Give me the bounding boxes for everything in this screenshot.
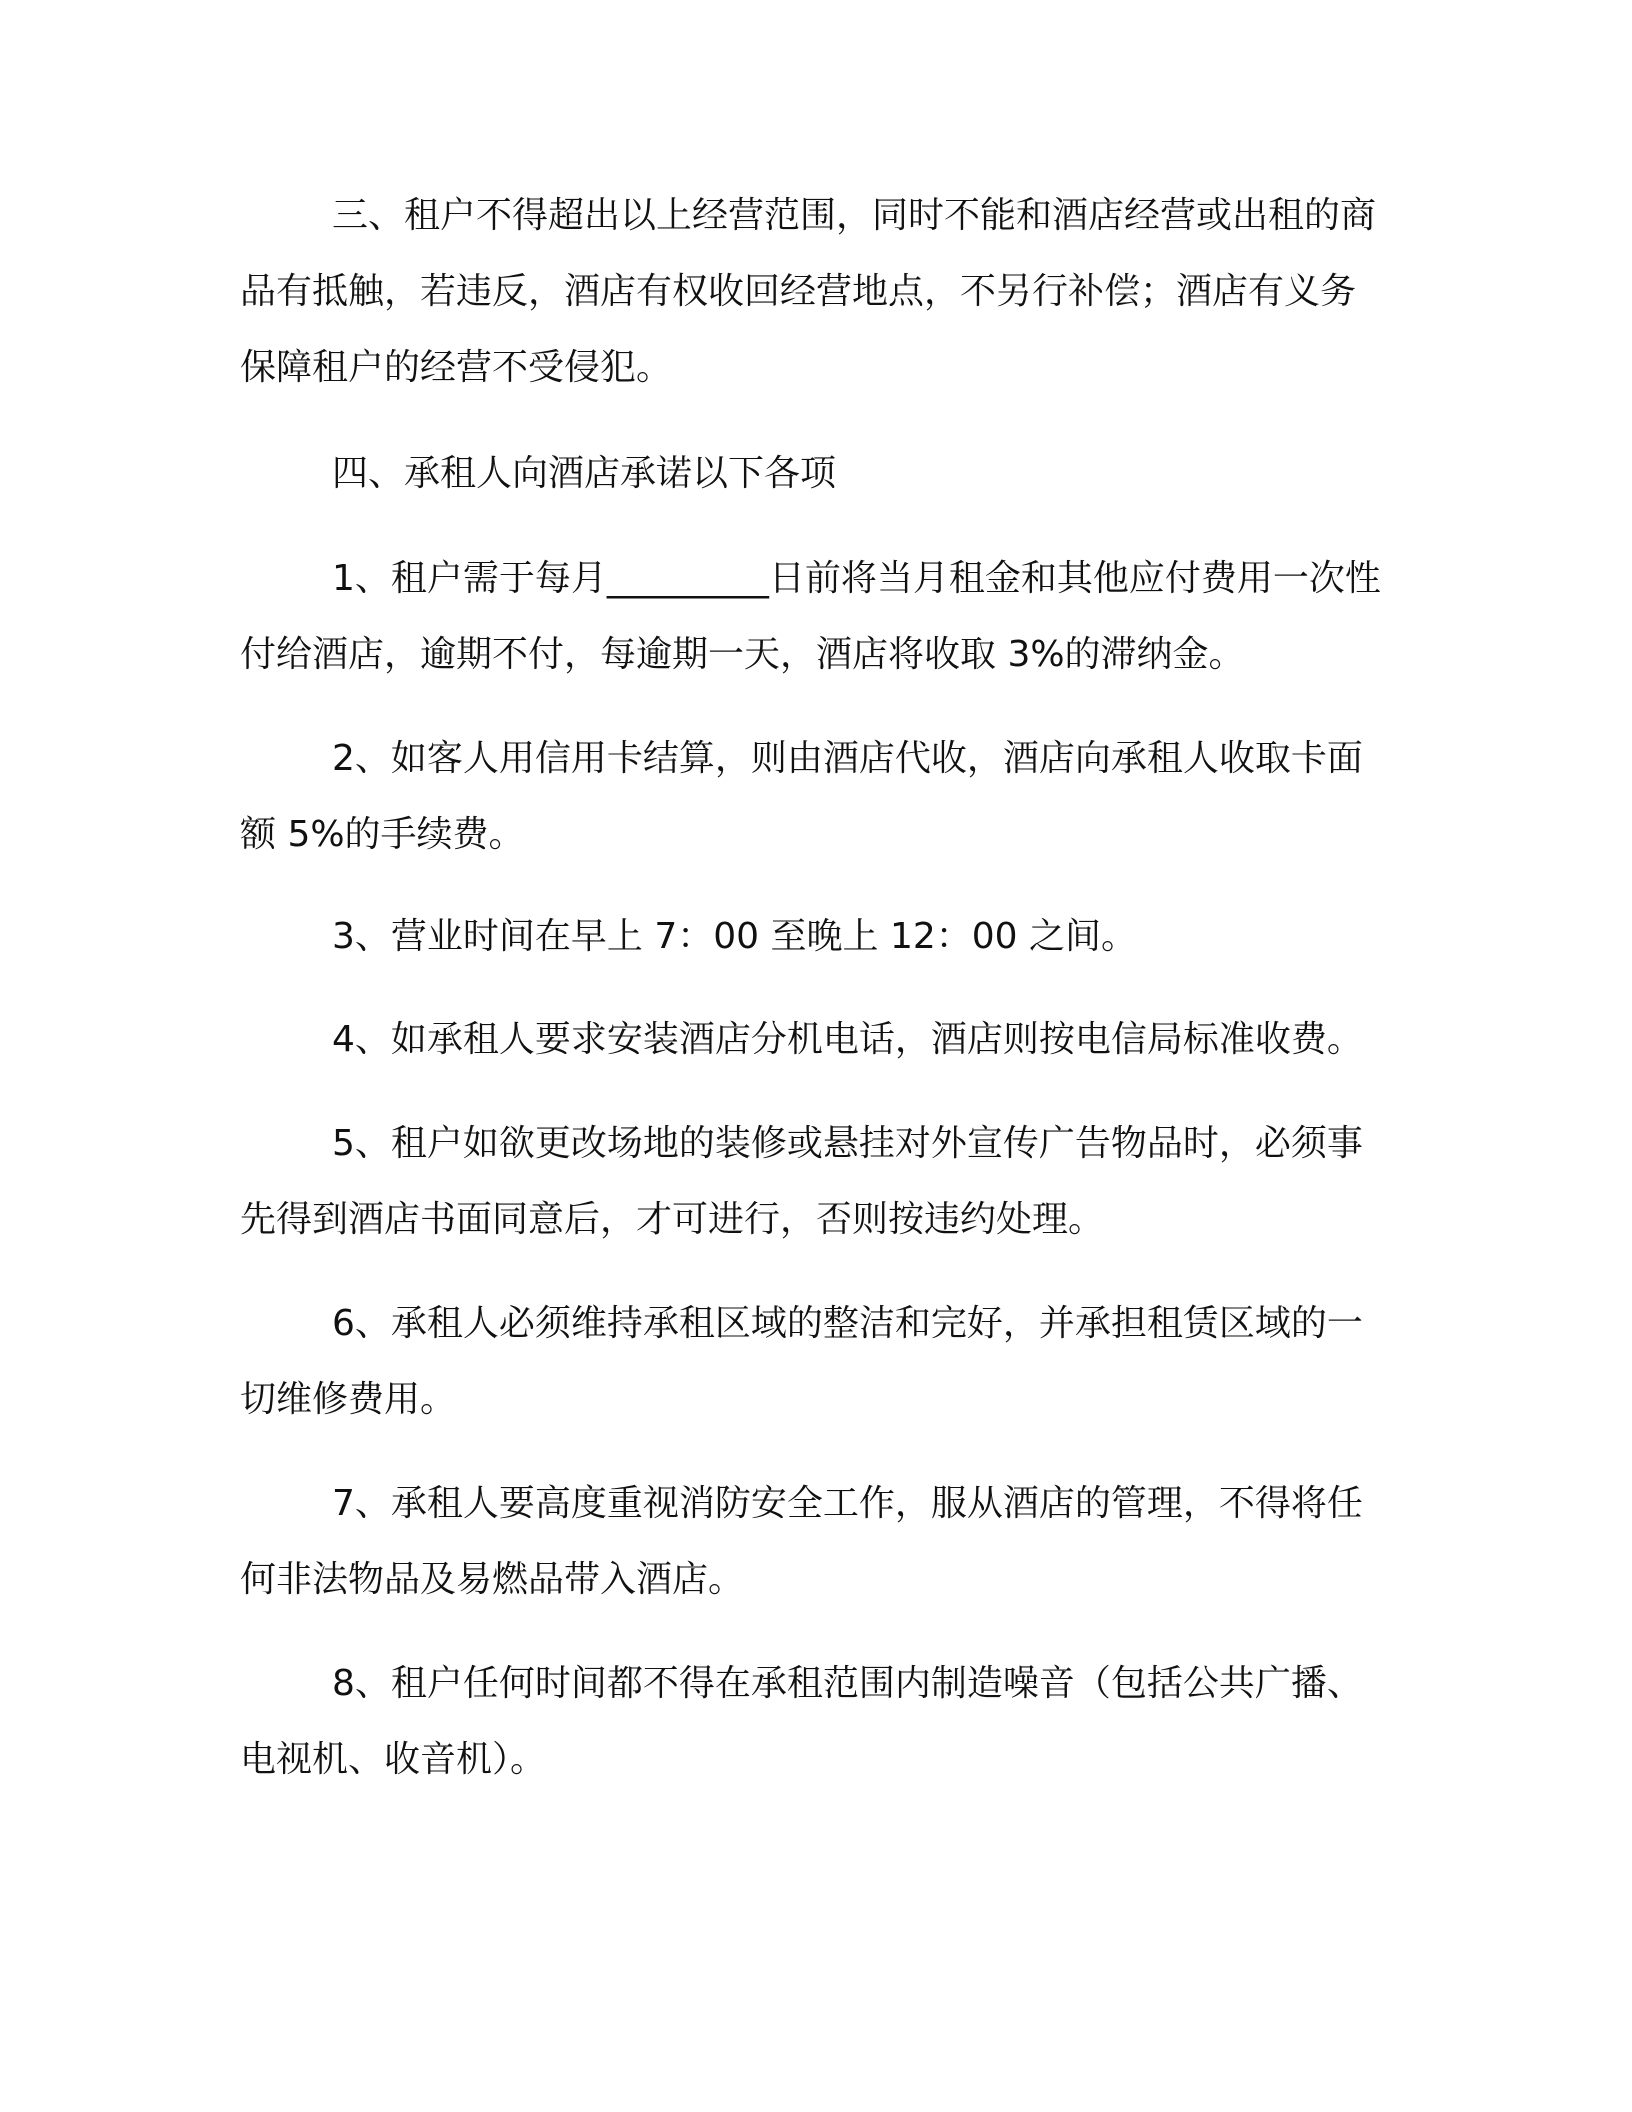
paragraph-item-8: 8、租户任何时间都不得在承租范围内制造噪音（包括公共广播、电视机、收音机）。 <box>240 1663 1363 1780</box>
paragraph-item-1: 1、租户需于每月_________日前将当月租金和其他应付费用一次性付给酒店，逾期不付，每逾期一天，酒店将收取 3%的滞纳金。 <box>240 558 1381 675</box>
paragraph-clause-3: 三、租户不得超出以上经营范围，同时不能和酒店经营或出租的商品有抵触，若违反，酒店有权收回经营地点，不另行补偿；酒店有义务保障租户的经营不受侵犯。 <box>240 195 1377 388</box>
paragraph-item-6: 6、承租人必须维持承租区域的整洁和完好，并承担租赁区域的一切维修费用。 <box>240 1303 1363 1420</box>
paragraph-item-5: 5、租户如欲更改场地的装修或悬挂对外宣传广告物品时，必须事先得到酒店书面同意后，才可进行，否则按违约处理。 <box>240 1123 1363 1240</box>
paragraph-clause-4-heading: 四、承租人向酒店承诺以下各项 <box>332 453 837 494</box>
paragraph-item-4: 4、如承租人要求安装酒店分机电话，酒店则按电信局标准收费。 <box>332 1019 1363 1060</box>
paragraph-item-7: 7、承租人要高度重视消防安全工作，服从酒店的管理，不得将任何非法物品及易燃品带入酒店。 <box>240 1483 1363 1600</box>
paragraph-item-2: 2、如客人用信用卡结算，则由酒店代收，酒店向承租人收取卡面额 5%的手续费。 <box>240 738 1363 855</box>
paragraph-item-3: 3、营业时间在早上 7：00 至晚上 12：00 之间。 <box>332 916 1138 957</box>
